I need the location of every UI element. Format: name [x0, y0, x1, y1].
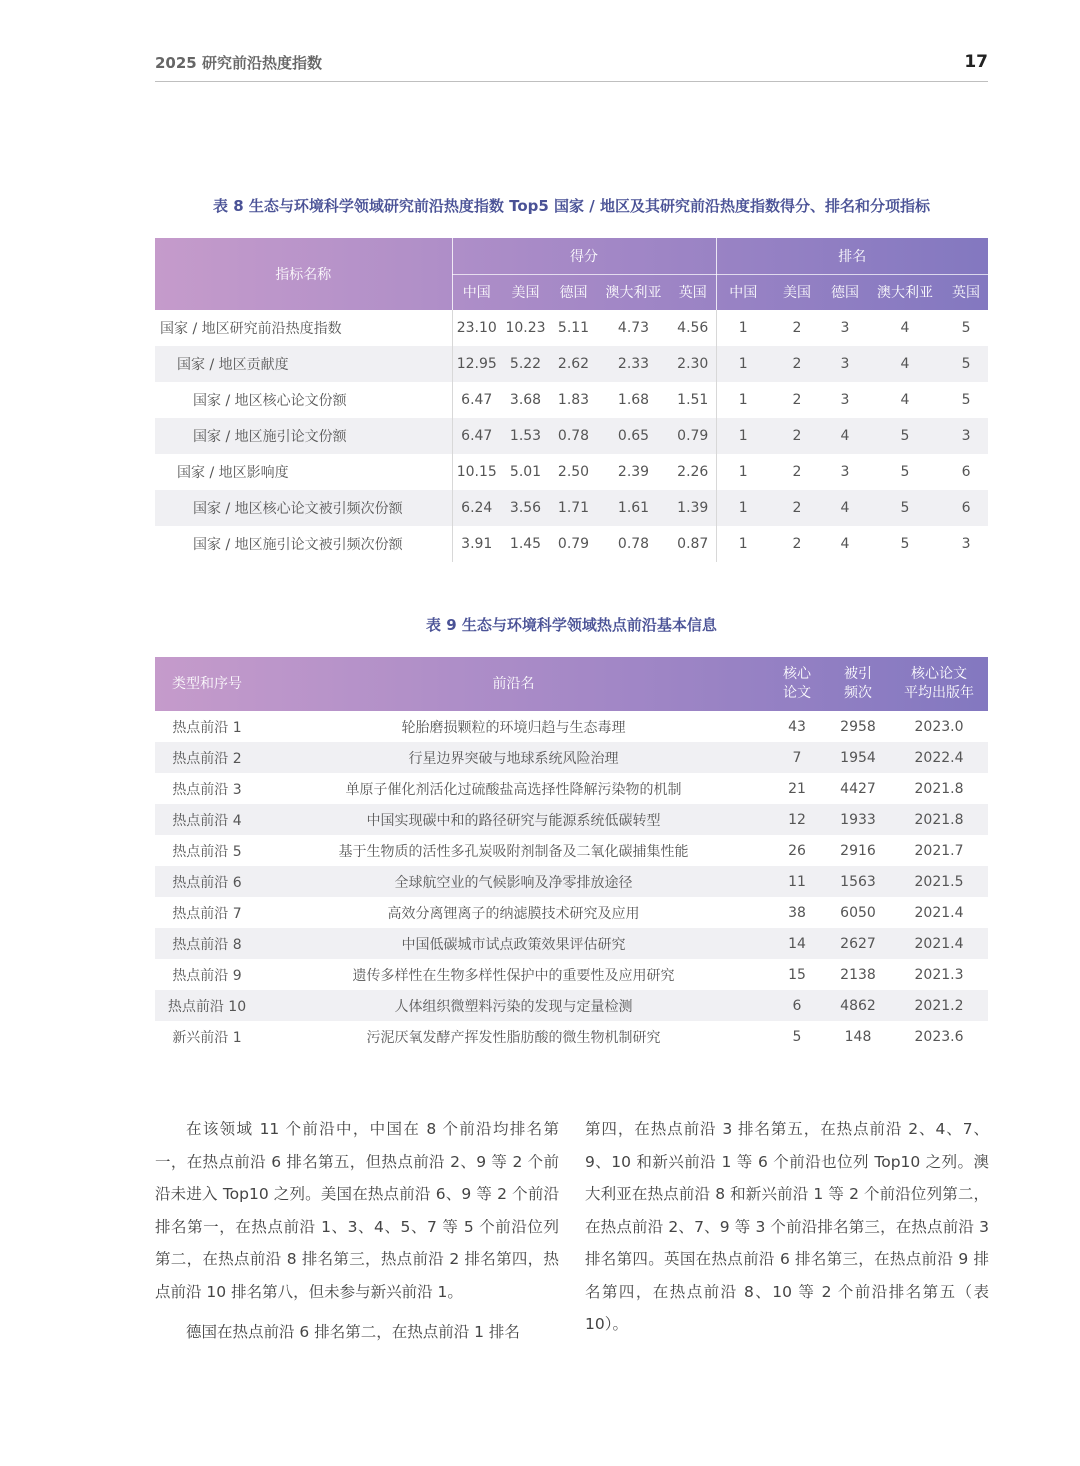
rank-country-header: 澳大利亚	[877, 285, 934, 302]
front-name: 人体组织微塑料污染的发现与定量检测	[259, 990, 768, 1021]
table-row	[155, 418, 988, 454]
front-type: 新兴前沿 1	[172, 1029, 242, 1046]
core-papers: 6	[768, 990, 826, 1021]
avg-year: 2021.4	[890, 928, 988, 959]
score-cell: 3.68	[509, 392, 542, 408]
table-row	[155, 490, 988, 526]
front-type: 热点前沿 2	[155, 742, 259, 773]
score-cell: 5.01	[509, 464, 542, 480]
table-row	[155, 835, 988, 866]
score-cell: 0.87	[670, 526, 716, 562]
front-type: 热点前沿 6	[155, 866, 259, 897]
score-cell: 23.10	[456, 320, 497, 336]
indicator-label: 国家 / 地区贡献度	[155, 346, 452, 382]
rank-cell: 2	[792, 464, 802, 480]
citations: 6050	[840, 904, 876, 921]
core-papers-header: 核心 论文	[783, 666, 811, 701]
rank-cell: 3	[944, 418, 988, 454]
core-papers: 38	[788, 904, 806, 921]
score-cell: 4.56	[670, 310, 716, 346]
rank-cell: 4	[840, 536, 850, 552]
score-cell: 2.39	[617, 464, 650, 480]
front-type: 热点前沿 5	[172, 843, 242, 860]
table-row	[155, 928, 988, 959]
rank-country-header: 德国	[831, 285, 860, 302]
front-type: 热点前沿 1	[172, 719, 242, 736]
rank-cell: 4	[824, 418, 866, 454]
body-paragraph: 第四，在热点前沿 3 排名第五，在热点前沿 2、4、7、9、10 和新兴前沿 1 等 6 个前沿也位列 Top10 之列。澳大利亚在热点前沿 8 和新兴前沿 1 等 2 个前沿位列第二，在热点前沿 2、7、9 等 3 个前沿排名第三，在热点前沿 3 排名第四。英国在热点前沿 6 排名第三，在热点前沿 9 排名第四，在热点前沿 8、10 等 2 个前沿排名第五（表 10）。	[585, 1120, 989, 1333]
front-name: 基于生物质的活性多孔炭吸附剂制备及二氧化碳捕集性能	[338, 843, 689, 860]
core-papers: 14	[768, 928, 826, 959]
score-cell: 6.47	[461, 392, 493, 408]
rank-group-header: 排名	[716, 238, 988, 274]
score-cell: 5.22	[501, 346, 550, 382]
score-cell: 6.47	[452, 418, 501, 454]
front-type: 热点前沿 9	[172, 967, 242, 984]
body-text-left-column	[155, 1113, 559, 1349]
col-indicator-header: 指标名称	[155, 238, 452, 310]
score-cell: 6.24	[452, 490, 501, 526]
core-papers: 15	[788, 966, 806, 983]
page-header	[155, 52, 988, 82]
table9-caption: 表 9 生态与环境科学领域热点前沿基本信息	[426, 616, 717, 634]
rank-cell: 2	[770, 418, 824, 454]
table9-hot-fronts	[155, 657, 988, 1052]
rank-cell: 1	[738, 536, 748, 552]
table-row	[155, 866, 988, 897]
avg-year: 2023.6	[914, 1028, 964, 1045]
rank-cell: 5	[866, 418, 944, 454]
rank-cell: 3	[840, 464, 850, 480]
score-cell: 1.39	[670, 490, 716, 526]
indicator-label: 国家 / 地区研究前沿热度指数	[155, 310, 452, 346]
core-papers: 11	[768, 866, 826, 897]
indicator-label: 国家 / 地区施引论文被引频次份额	[155, 526, 452, 562]
front-type: 热点前沿 10	[155, 990, 259, 1021]
citations: 2916	[840, 842, 876, 859]
indicator-label: 国家 / 地区影响度	[155, 454, 452, 490]
avg-year-header: 核心论文 平均出版年	[904, 666, 974, 701]
table-row	[155, 454, 988, 490]
front-name: 中国实现碳中和的路径研究与能源系统低碳转型	[259, 804, 768, 835]
table-row	[155, 382, 988, 418]
table-row	[155, 742, 988, 773]
avg-year: 2021.5	[890, 866, 988, 897]
type-header: 类型和序号	[172, 675, 242, 692]
core-papers: 43	[788, 718, 806, 735]
rank-cell: 2	[770, 346, 824, 382]
score-cell: 1.53	[501, 418, 550, 454]
table8-country-scores	[155, 238, 988, 562]
score-cell: 0.78	[550, 418, 597, 454]
front-name: 单原子催化剂活化过硫酸盐高选择性降解污染物的机制	[345, 781, 682, 798]
score-cell: 12.95	[452, 346, 501, 382]
score-cell: 0.79	[670, 418, 716, 454]
citations: 2958	[840, 718, 876, 735]
rank-cell: 2	[792, 536, 802, 552]
table-row	[155, 804, 988, 835]
citations: 4862	[826, 990, 890, 1021]
core-papers: 12	[768, 804, 826, 835]
page-number: 17	[964, 52, 988, 72]
front-type: 热点前沿 4	[155, 804, 259, 835]
rank-cell: 6	[961, 464, 971, 480]
score-cell: 1.68	[617, 392, 650, 408]
table-row	[155, 346, 988, 382]
body-text-right-column	[585, 1113, 989, 1341]
table-row	[155, 773, 988, 804]
score-cell: 10.15	[456, 464, 497, 480]
score-country-header: 中国	[462, 285, 491, 302]
citations: 1933	[826, 804, 890, 835]
rank-cell: 1	[738, 320, 748, 336]
citations: 2627	[826, 928, 890, 959]
avg-year: 2021.4	[914, 904, 964, 921]
citations: 148	[844, 1028, 872, 1045]
body-paragraph: 德国在热点前沿 6 排名第二，在热点前沿 1 排名	[186, 1323, 520, 1341]
front-name: 高效分离锂离子的纳滤膜技术研究及应用	[387, 905, 640, 922]
rank-cell: 2	[770, 490, 824, 526]
score-cell: 4.73	[617, 320, 650, 336]
score-cell: 0.79	[557, 536, 590, 552]
score-cell: 3.56	[501, 490, 550, 526]
avg-year: 2021.8	[914, 780, 964, 797]
score-cell: 2.26	[670, 454, 716, 490]
rank-cell: 5	[961, 320, 971, 336]
front-name: 中国低碳城市试点政策效果评估研究	[259, 928, 768, 959]
front-name: 全球航空业的气候影响及净零排放途径	[259, 866, 768, 897]
body-paragraph: 在该领域 11 个前沿中，中国在 8 个前沿均排名第一，在热点前沿 6 排名第五，但热点前沿 2、9 等 2 个前沿未进入 Top10 之列。美国在热点前沿 6、9 等 2 个前沿排名第一，在热点前沿 1、3、4、5、7 等 5 个前沿位列第二，在热点前沿 8 排名第三，热点前沿 2 排名第四，热点前沿 10 排名第八，但未参与新兴前沿 1。	[155, 1120, 559, 1301]
rank-country-header: 中国	[729, 285, 758, 302]
table-row	[155, 526, 988, 562]
table-row	[155, 711, 988, 742]
score-cell: 1.45	[509, 536, 542, 552]
score-cell: 2.62	[550, 346, 597, 382]
citations: 4427	[840, 780, 876, 797]
score-country-header: 澳大利亚	[605, 285, 662, 302]
rank-cell: 1	[738, 392, 748, 408]
rank-cell: 5	[900, 464, 910, 480]
table-row	[155, 310, 988, 346]
citations-header: 被引 频次	[844, 666, 872, 701]
front-name: 遗传多样性在生物多样性保护中的重要性及应用研究	[352, 967, 675, 984]
score-country-header: 英国	[670, 274, 716, 310]
front-name: 污泥厌氧发酵产挥发性脂肪酸的微生物机制研究	[366, 1029, 661, 1046]
rank-cell: 3	[840, 320, 850, 336]
score-cell: 2.30	[670, 346, 716, 382]
rank-cell: 1	[716, 490, 770, 526]
rank-cell: 4	[824, 490, 866, 526]
rank-cell: 5	[944, 346, 988, 382]
citations: 1954	[826, 742, 890, 773]
indicator-label: 国家 / 地区施引论文份额	[155, 418, 452, 454]
front-type: 热点前沿 3	[172, 781, 242, 798]
rank-country-header: 美国	[783, 285, 812, 302]
score-cell: 1.51	[670, 382, 716, 418]
citations: 1563	[826, 866, 890, 897]
rank-cell: 3	[961, 536, 971, 552]
front-name: 行星边界突破与地球系统风险治理	[259, 742, 768, 773]
avg-year: 2021.8	[890, 804, 988, 835]
score-cell: 2.33	[597, 346, 670, 382]
citations: 2138	[840, 966, 876, 983]
table8-caption: 表 8 生态与环境科学领域研究前沿热度指数 Top5 国家 / 地区及其研究前沿热度指数得分、排名和分项指标	[213, 197, 930, 215]
table-row	[155, 959, 988, 990]
score-cell: 3.91	[461, 536, 493, 552]
rank-cell: 2	[792, 392, 802, 408]
rank-cell: 1	[716, 346, 770, 382]
score-cell: 1.61	[597, 490, 670, 526]
table-row	[155, 990, 988, 1021]
score-cell: 1.83	[557, 392, 590, 408]
rank-cell: 4	[900, 392, 910, 408]
indicator-label: 国家 / 地区核心论文份额	[155, 382, 452, 418]
score-cell: 1.71	[550, 490, 597, 526]
score-country-header: 德国	[559, 285, 588, 302]
front-type: 热点前沿 8	[155, 928, 259, 959]
rank-cell: 4	[900, 320, 910, 336]
score-cell: 10.23	[505, 320, 546, 336]
rank-cell: 1	[738, 464, 748, 480]
rank-cell: 5	[866, 490, 944, 526]
rank-cell: 4	[866, 346, 944, 382]
score-cell: 0.78	[617, 536, 650, 552]
rank-cell: 3	[824, 346, 866, 382]
core-papers: 5	[792, 1028, 802, 1045]
core-papers: 7	[768, 742, 826, 773]
front-name-header: 前沿名	[492, 675, 535, 692]
rank-cell: 6	[944, 490, 988, 526]
score-cell: 2.50	[557, 464, 590, 480]
score-cell: 0.65	[597, 418, 670, 454]
rank-cell: 5	[900, 536, 910, 552]
rank-cell: 1	[716, 418, 770, 454]
avg-year: 2021.3	[914, 966, 964, 983]
avg-year: 2021.7	[914, 842, 964, 859]
score-cell: 5.11	[557, 320, 590, 336]
table-row	[155, 1021, 988, 1052]
avg-year: 2023.0	[914, 718, 964, 735]
score-country-header: 美国	[511, 285, 540, 302]
score-group-header: 得分	[452, 238, 716, 274]
rank-cell: 5	[961, 392, 971, 408]
core-papers: 26	[788, 842, 806, 859]
table-row	[155, 897, 988, 928]
front-type: 热点前沿 7	[172, 905, 242, 922]
rank-cell: 3	[840, 392, 850, 408]
document-title: 2025 研究前沿热度指数	[155, 54, 322, 72]
avg-year: 2021.2	[890, 990, 988, 1021]
avg-year: 2022.4	[890, 742, 988, 773]
rank-country-header: 英国	[952, 285, 981, 302]
indicator-label: 国家 / 地区核心论文被引频次份额	[155, 490, 452, 526]
front-name: 轮胎磨损颗粒的环境归趋与生态毒理	[401, 719, 626, 736]
core-papers: 21	[788, 780, 806, 797]
rank-cell: 2	[792, 320, 802, 336]
